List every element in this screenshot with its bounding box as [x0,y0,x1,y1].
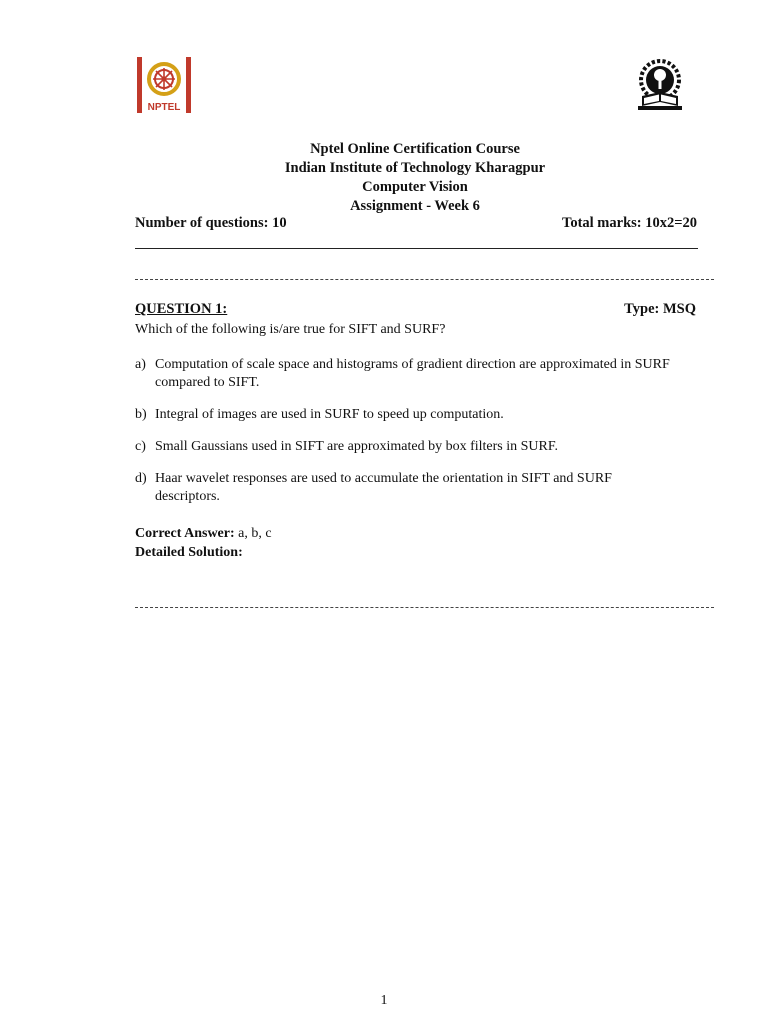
question-heading [135,301,696,318]
document-header [135,140,695,216]
total-marks: Total marks: 10x2=20 [561,215,697,231]
answer-block [135,524,272,562]
option-letter: a) [135,357,146,372]
header-divider [135,248,698,249]
nptel-logo-icon [135,55,193,115]
option-text: Haar wavelet responses are used to accumulate the orientation in SIFT and SURF descriptors. [155,471,612,504]
assignment-title: Assignment - Week 6 [350,198,480,214]
correct-answer [135,524,272,543]
question-separator-bottom [135,607,714,608]
correct-answer-label: Correct Answer: [135,526,235,541]
options-list [135,356,680,520]
option-a [135,356,680,392]
option-text: Small Gaussians used in SIFT are approximated by box filters in SURF. [155,439,559,454]
assignment-meta [135,215,697,232]
question-separator-top [135,279,714,280]
option-letter: b) [135,407,147,422]
option-text: Integral of images are used in SURF to speed up computation. [155,407,504,422]
question-type: Type: MSQ [624,301,696,317]
institute-name: Indian Institute of Technology Kharagpur [284,160,546,176]
iit-kharagpur-emblem [632,56,688,112]
subject-name: Computer Vision [362,179,468,195]
question-text: Which of the following is/are true for SIFT and SURF? [135,322,446,337]
number-of-questions: Number of questions: 10 [135,215,287,231]
detailed-solution-label: Detailed Solution: [135,545,243,560]
option-letter: c) [135,439,146,454]
option-d [135,470,680,506]
option-c [135,438,680,456]
option-text: Computation of scale space and histograms of gradient direction are approximated in SURF compared to SIFT. [155,357,670,390]
page-number: 1 [380,993,388,1008]
course-title: Nptel Online Certification Course [310,141,520,157]
iit-kharagpur-emblem-icon [632,56,688,112]
question-title: QUESTION 1: [135,301,228,317]
nptel-logo [135,55,193,115]
option-b [135,406,680,424]
detailed-solution [135,543,272,562]
option-letter: d) [135,471,147,486]
nptel-logo-text: NPTEL [147,102,181,113]
correct-answer-value: a, b, c [238,526,272,541]
